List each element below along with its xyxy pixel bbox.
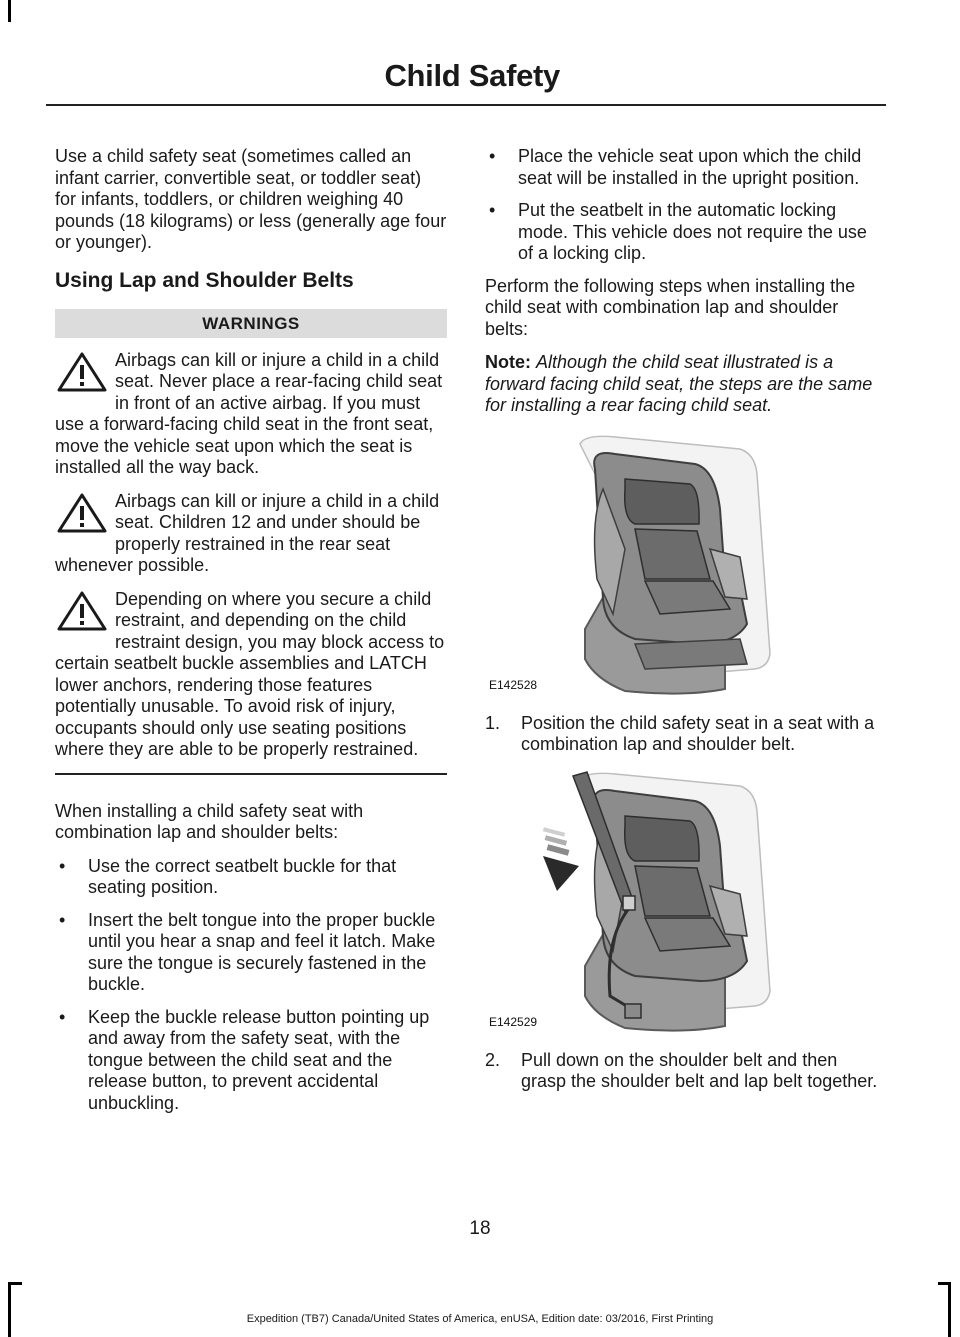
warning-triangle-icon bbox=[55, 350, 109, 394]
warning-triangle-icon bbox=[55, 491, 109, 535]
bullet-list bbox=[485, 146, 880, 265]
list-item-text: Put the seatbelt in the automatic locking mode. This vehicle does not require the use of a locking clip. bbox=[518, 200, 867, 263]
child-seat-figure bbox=[485, 429, 880, 701]
shoulder-belt-figure bbox=[485, 766, 880, 1038]
bullet-glyph: • bbox=[59, 909, 66, 930]
figure-code: E142528 bbox=[489, 678, 538, 692]
bullet-glyph: • bbox=[489, 200, 496, 220]
list-item-text: Insert the belt tongue into the proper buckle until you hear a snap and feel it latch. Make sure the tongue is securely fastened in the buckle. bbox=[88, 909, 436, 994]
page-number: 18 bbox=[469, 1218, 491, 1239]
footer-text: Expedition (TB7) Canada/United States of America, enUSA, Edition date: 03/2016, First Printing bbox=[246, 1313, 714, 1325]
warning-item bbox=[55, 589, 447, 761]
step-number: 2. bbox=[485, 1049, 501, 1070]
child-seat-illustration bbox=[485, 429, 880, 701]
bullet-glyph: • bbox=[59, 1006, 66, 1027]
crop-mark bbox=[8, 0, 11, 22]
warning-item bbox=[55, 491, 447, 577]
lead-in-paragraph: When installing a child safety seat with combination lap and shoulder belts: bbox=[55, 800, 364, 842]
list-item bbox=[485, 146, 880, 189]
lead-in-paragraph: Perform the following steps when installing the child seat with combination lap and shoulder belts: bbox=[485, 275, 856, 339]
bullet-list bbox=[55, 856, 447, 1115]
step-list bbox=[485, 1050, 880, 1093]
note-paragraph bbox=[485, 352, 880, 417]
crop-mark bbox=[948, 1282, 951, 1337]
left-column bbox=[55, 146, 447, 1125]
list-item bbox=[55, 910, 447, 996]
list-item bbox=[485, 200, 880, 265]
step-item bbox=[485, 1050, 880, 1093]
warnings-end-rule bbox=[55, 773, 447, 775]
bullet-glyph: • bbox=[489, 146, 496, 166]
list-item bbox=[55, 856, 447, 899]
list-item bbox=[55, 1007, 447, 1115]
warning-item bbox=[55, 350, 447, 479]
crop-mark bbox=[938, 1282, 951, 1285]
warning-text: Airbags can kill or injure a child in a child seat. Never place a rear-facing child seat in front of an active airbag. If you must use a forward-facing child seat in the front seat, move the vehicle seat upon which the seat is installed all the way back. bbox=[55, 349, 443, 477]
step-item bbox=[485, 713, 880, 756]
list-item-text: Place the vehicle seat upon which the child seat will be installed in the upright position. bbox=[518, 146, 862, 188]
bullet-glyph: • bbox=[59, 855, 66, 876]
crop-mark bbox=[8, 1282, 22, 1285]
step-text: Position the child safety seat in a seat with a combination lap and shoulder belt. bbox=[521, 712, 875, 754]
page-title: Child Safety bbox=[384, 58, 560, 93]
intro-paragraph: Use a child safety seat (sometimes called an infant carrier, convertible seat, or toddler seat) for infants, toddlers, or children weighing 40 pounds (18 kilograms) or less (generally age four or younger). bbox=[55, 146, 447, 252]
step-text: Pull down on the shoulder belt and then grasp the shoulder belt and lap belt together. bbox=[521, 1049, 878, 1091]
section-heading: Using Lap and Shoulder Belts bbox=[55, 268, 354, 292]
note-text: Although the child seat illustrated is a forward facing child seat, the steps are the same for installing a rear facing child seat. bbox=[485, 352, 873, 415]
warning-triangle-icon bbox=[55, 589, 109, 633]
step-number: 1. bbox=[485, 712, 501, 733]
warning-text: Airbags can kill or injure a child in a child seat. Children 12 and under should be properly restrained in the rear seat whenever possible. bbox=[55, 490, 440, 575]
step-list bbox=[485, 713, 880, 756]
pull-down-arrow-icon bbox=[543, 827, 579, 891]
note-label: Note: bbox=[485, 352, 531, 372]
list-item-text: Use the correct seatbelt buckle for that seating position. bbox=[88, 855, 397, 897]
warning-text: Depending on where you secure a child restraint, and depending on the child restraint design, you may block access to certain seatbelt buckle assemblies and LATCH lower anchors, rendering those features potentially unusable. To avoid risk of injury, occupants should only use seating positions where they are able to be properly restrained. bbox=[55, 588, 445, 759]
figure-code: E142529 bbox=[489, 1015, 538, 1029]
warnings-heading: WARNINGS bbox=[55, 309, 447, 338]
shoulder-belt-illustration bbox=[485, 766, 880, 1038]
crop-mark bbox=[8, 1282, 11, 1337]
right-column bbox=[485, 146, 880, 1103]
header-rule bbox=[46, 104, 886, 106]
list-item-text: Keep the buckle release button pointing up and away from the safety seat, with the tongue between the child seat and the release button, to prevent accidental unbuckling. bbox=[88, 1006, 430, 1113]
